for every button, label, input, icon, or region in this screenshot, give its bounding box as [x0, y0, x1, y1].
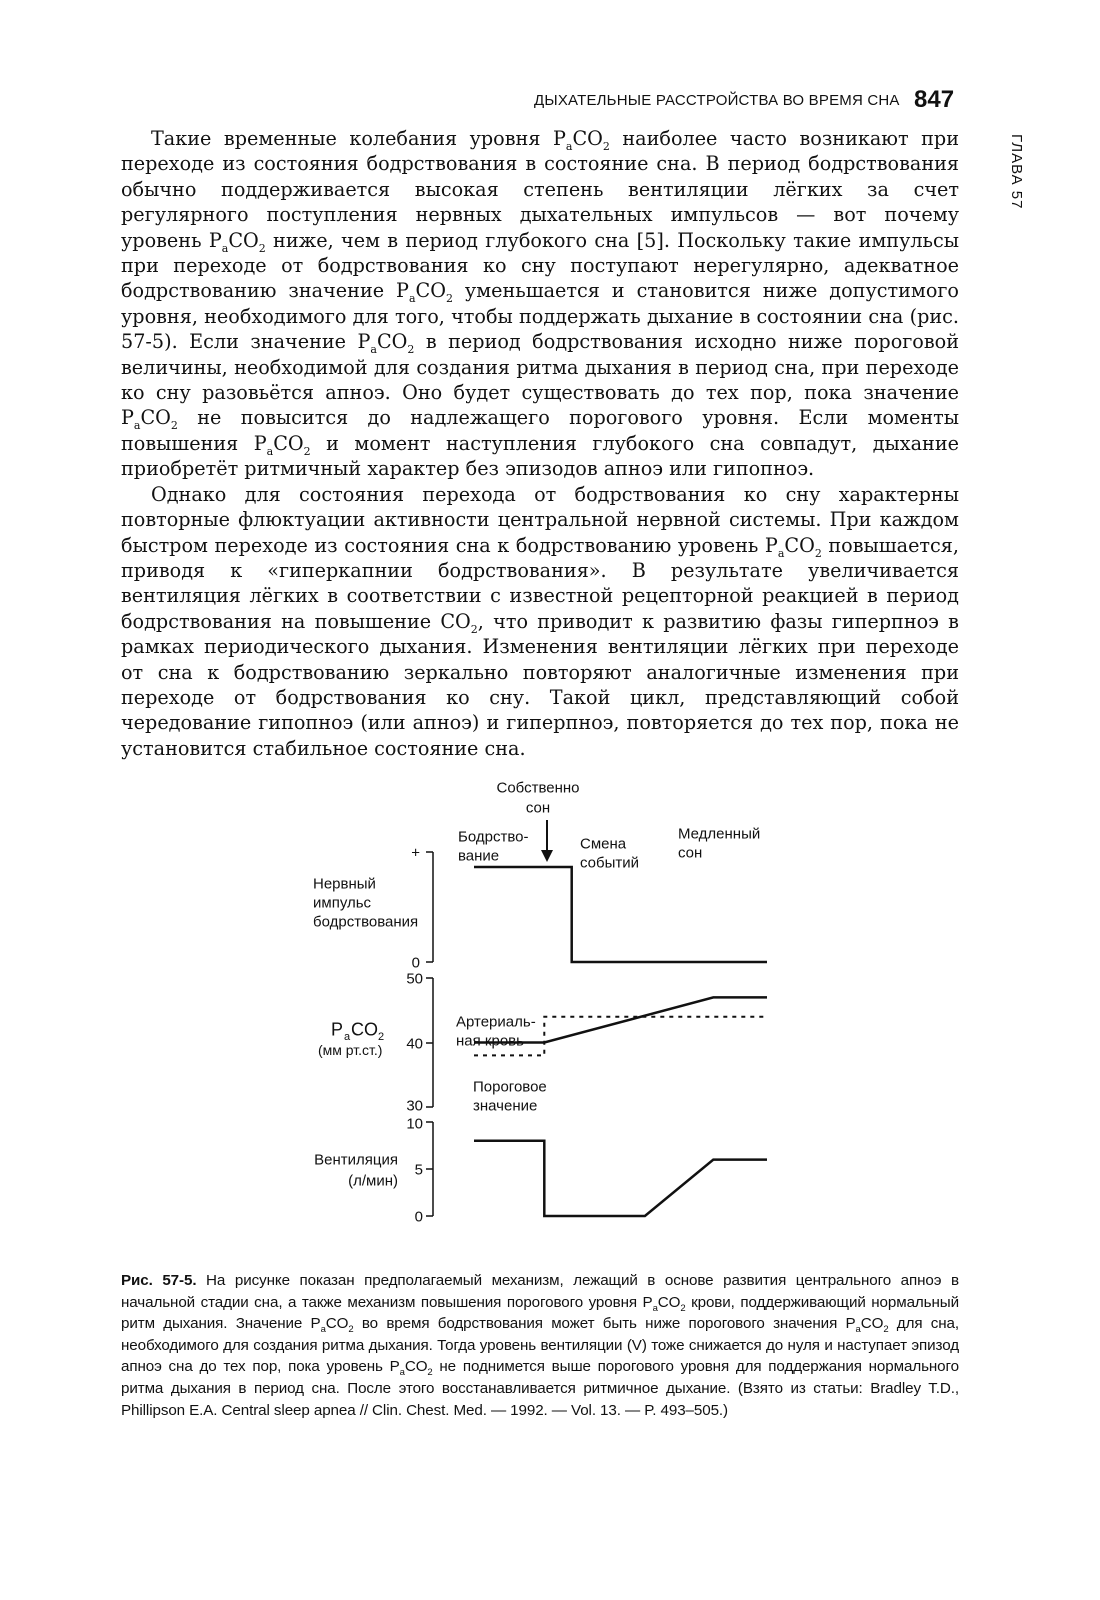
wake-drive-line: [474, 867, 767, 962]
text-run: CO: [572, 127, 603, 150]
subscript: 2: [680, 1302, 686, 1314]
subscript: a: [133, 419, 141, 433]
text-run: Однако для состояния перехода от бодрствования ко сну характерны повторные флюктуации активности центральной нервной системы. При каждом быстром переходе из состояния сна к бодрствованию уровень P: [121, 482, 959, 557]
text-run: CO: [415, 279, 446, 303]
onset-label-line1: Собственно: [496, 780, 580, 797]
panel2-tick-label: 30: [406, 1097, 423, 1115]
subscript: a: [221, 241, 229, 255]
chapter-side-tab: ГЛАВА 57: [1008, 134, 1025, 210]
text-run: ниже, чем в период глубокого сна [5]. Поскольку такие импульсы при переходе от бодрствования ко сну поступают нерегулярно, адекватное бодрствованию значение P: [121, 228, 960, 303]
text-run: CO: [657, 1293, 681, 1311]
text-run: уменьшается и становится ниже допустимого уровня, необходимого для того, чтобы поддержать дыхание в состоянии сна (рис. 57-5). Если значение P: [121, 279, 959, 354]
figure-diagram: [290, 780, 790, 1240]
subscript: 2: [883, 1324, 889, 1336]
panel2-label-sub-a: a: [344, 1030, 351, 1043]
phase-slow-line1: Медленный: [678, 825, 761, 843]
text-run: CO: [860, 1315, 884, 1333]
phase-slow-line2: сон: [678, 844, 703, 862]
subscript: 2: [170, 419, 178, 433]
caption-label: Рис. 57-5.: [121, 1272, 197, 1289]
text-run: CO: [376, 330, 408, 354]
text-run: повышается, приводя к «гиперкапнии бодрствования». В результате увеличивается вентиляция лёгких в соответствии с известной рецепторной реакцией в период бодрствования на повышение CO: [121, 533, 959, 633]
panel1-tick-label-top: +: [411, 844, 420, 862]
panel2-units: (мм рт.ст.): [318, 1041, 383, 1058]
paragraph-2: [121, 482, 959, 761]
arterial-label-line1: Артериаль-: [456, 1013, 536, 1031]
text-run: CO: [228, 228, 259, 252]
text-run: CO: [404, 1358, 428, 1376]
text-run: CO: [140, 406, 171, 430]
panel2-label-p: P: [331, 1019, 344, 1040]
threshold-label-line1: Пороговое: [473, 1078, 547, 1096]
text-run: На рисунке показан предполагаемый механизм, лежащий в основе развития центрального апноэ в начальной стадии сна, а также механизм повышения порогового уровня P: [121, 1272, 959, 1311]
subscript: a: [408, 292, 416, 306]
subscript: a: [399, 1367, 405, 1379]
panel3-tick-label: 10: [406, 1115, 423, 1133]
text-run: CO: [325, 1315, 349, 1333]
phase-wake-line2: вание: [458, 847, 500, 865]
text-run: , что приводит к развитию фазы гиперпноэ в рамках периодического дыхания. Изменения вентиляции лёгких при переходе от сна к бодрствованию зеркально повторяют аналогичные изменения при переходе от бодрствования ко сну. Такой цикл, представляющий собой чередование гипопноэ (или апноэ) и гиперпноэ, повторяется до тех пор, пока не установится стабильное состояние сна.: [121, 609, 959, 760]
panel3-tick-label: 0: [414, 1208, 423, 1226]
page-number: 847: [914, 86, 955, 113]
body-text: [121, 126, 959, 761]
phase-transition-line1: Смена: [580, 835, 627, 853]
text-run: не повысится до надлежащего порогового уровня. Если моменты повышения P: [121, 406, 959, 455]
panel1-tick-label-bottom: 0: [411, 954, 420, 972]
onset-label-line2: сон: [525, 799, 551, 817]
figure-57-5: [290, 780, 790, 1244]
text-run: и момент наступления глубокого сна совпадут, дыхание приобретёт ритмичный характер без эпизодов апноэ или гипопноэ.: [121, 431, 959, 481]
panel1-label-line2: импульс: [313, 894, 372, 912]
panel3-label-line1: Вентиляция: [314, 1151, 398, 1169]
text-run: не поднимется выше порогового уровня для поддержания нормального ритма дыхания в период сна. После этого восстанавливается ритмичное дыхание. (Взято из статьи: Bradley T.D., Phillipson E.A. Central sleep apnea // Clin. Chest. Med. — 1992. — Vol. 13. — P. 493–505.): [121, 1358, 959, 1419]
text-run: крови, поддерживающий нормальный ритм дыхания. Значение P: [121, 1293, 959, 1333]
arterial-label-line2: ная кровь: [456, 1032, 524, 1050]
onset-arrow-head: [541, 850, 553, 862]
panel2-label-sub-2: 2: [378, 1030, 385, 1043]
subscript: 2: [258, 241, 266, 255]
subscript: 2: [602, 139, 610, 153]
subscript: 2: [407, 343, 415, 357]
panel1-label-line3: бодрствования: [313, 913, 419, 931]
subscript: 2: [445, 292, 453, 306]
subscript: 2: [348, 1324, 354, 1336]
subscript: a: [320, 1324, 326, 1336]
phase-wake-line1: Бодрство-: [458, 828, 529, 846]
text-run: CO: [273, 431, 304, 455]
text-run: во время бодрствования может быть ниже порогового значения P: [353, 1315, 856, 1333]
subscript: 2: [427, 1367, 433, 1379]
subscript: 2: [303, 444, 311, 458]
subscript: a: [855, 1324, 861, 1336]
panel3-tick-label: 5: [414, 1161, 423, 1179]
ventilation-line: [474, 1141, 767, 1216]
subscript: a: [777, 546, 785, 560]
figure-caption: [121, 1270, 959, 1421]
subscript: a: [652, 1302, 658, 1314]
panel2-label-co: CO: [351, 1019, 378, 1040]
running-title: ДЫХАТЕЛЬНЫЕ РАССТРОЙСТВА ВО ВРЕМЯ СНА: [534, 92, 900, 109]
panel2-tick-label: 40: [406, 1035, 423, 1053]
text-run: CO: [784, 533, 815, 557]
subscript: a: [565, 139, 573, 153]
threshold-label-line2: значение: [473, 1097, 538, 1115]
subscript: 2: [470, 622, 478, 636]
panel1-label-line1: Нервный: [313, 875, 376, 893]
text-run: для сна, необходимого для создания ритма дыхания. Тогда уровень вентиляции (V) тоже снижается до нуля и наступает эпизод апноэ сна до тех пор, пока уровень P: [121, 1315, 960, 1376]
subscript: 2: [814, 546, 822, 560]
text-run: наиболее часто возникают при переходе из состояния бодрствования в состояние сна. В период бодрствования обычно поддерживается высокая степень вентиляции лёгких за счет регулярного поступления нервных дыхательных импульсов — вот почему уровень P: [121, 127, 960, 252]
text-run: в период бодрствования исходно ниже пороговой величины, необходимой для создания ритма дыхания в период сна, при переходе ко сну разовьётся апноэ. Оно будет существовать до тех пор, пока значение P: [121, 330, 959, 430]
text-run: Такие временные колебания уровня P: [151, 127, 566, 150]
phase-transition-line2: событий: [580, 854, 640, 872]
panel2-tick-label: 50: [406, 970, 423, 988]
subscript: a: [370, 343, 377, 357]
paragraph-1: [121, 126, 959, 482]
panel3-label-line2: (л/мин): [348, 1172, 398, 1190]
subscript: a: [266, 444, 274, 458]
